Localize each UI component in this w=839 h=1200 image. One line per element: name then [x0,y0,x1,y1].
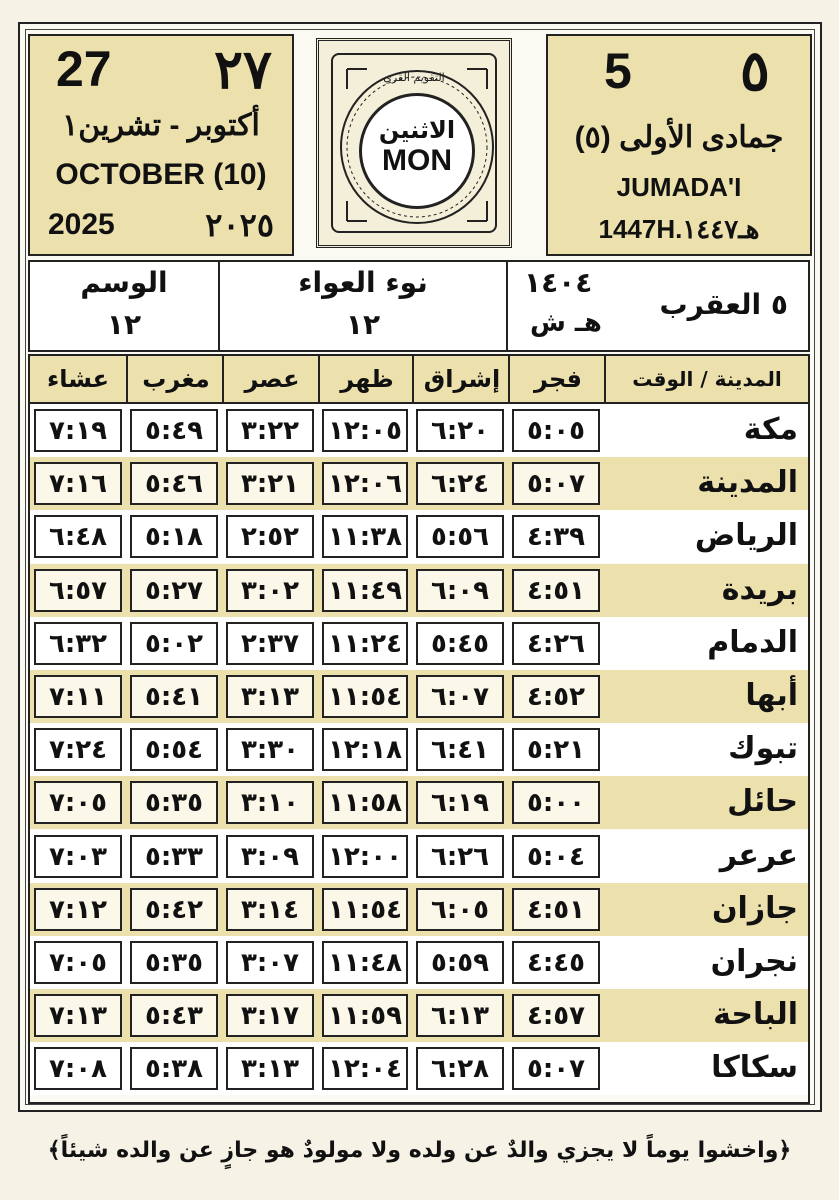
time-isha: ٦:٣٢ [34,622,122,665]
gregorian-month-en: OCTOBER (10) [55,158,267,191]
seal-frame [316,38,512,248]
table-row [30,1042,808,1095]
time-dhuhr: ١١:٤٩ [322,569,408,612]
time-isha: ٧:١٩ [34,409,122,452]
time-isha: ٧:٠٥ [34,781,122,824]
hijri-day-en: 5 [604,43,632,99]
time-fajr: ٤:٢٦ [512,622,600,665]
header-isha: عشاء [46,365,110,393]
time-shuruq: ٦:٠٥ [416,888,504,931]
time-isha: ٦:٤٨ [34,515,122,558]
time-fajr: ٥:٠٧ [512,462,600,505]
header-dhuhr: ظهر [318,356,414,402]
time-asr: ٣:١٧ [226,994,314,1037]
hijri-month-en: JUMADA'I [616,172,742,202]
table-row [30,936,808,989]
city-name: حائل [727,784,798,820]
header-shuruq: إشراق [412,356,510,402]
time-maghrib: ٥:٤٩ [130,409,218,452]
gregorian-month-ar: أكتوبر - تشرين١ [62,109,260,142]
time-asr: ٣:٢١ [226,462,314,505]
time-isha: ٧:١٦ [34,462,122,505]
time-maghrib: ٥:٣٣ [130,835,218,878]
calendar-page [18,22,822,1112]
city-name: تبوك [728,731,798,767]
time-dhuhr: ١١:٥٤ [322,675,408,718]
hijri-month-ar: جمادى الأولى (٥) [574,121,784,154]
time-dhuhr: ١١:٤٨ [322,941,408,984]
time-fajr: ٥:٠٥ [512,409,600,452]
seal-ring-text: التقويم القري [383,71,445,84]
time-dhuhr: ١١:٣٨ [322,515,408,558]
time-asr: ٣:١٤ [226,888,314,931]
city-name: المدينة [697,465,798,501]
time-dhuhr: ١٢:٠٤ [322,1047,408,1090]
time-maghrib: ٥:٠٢ [130,622,218,665]
time-fajr: ٥:٠٠ [512,781,600,824]
time-asr: ٣:٢٢ [226,409,314,452]
table-row [30,564,808,617]
time-asr: ٣:١٣ [226,675,314,718]
table-row [30,723,808,776]
time-dhuhr: ١٢:٠٥ [322,409,408,452]
time-shuruq: ٦:٠٩ [416,569,504,612]
time-shuruq: ٦:٤١ [416,728,504,771]
time-fajr: ٤:٥١ [512,569,600,612]
time-fajr: ٤:٣٩ [512,515,600,558]
time-fajr: ٥:٢١ [512,728,600,771]
time-shuruq: ٦:٢٦ [416,835,504,878]
time-maghrib: ٥:٣٥ [130,781,218,824]
weekday-ar: الاثنين [378,116,456,144]
weekday-seal [308,34,520,256]
time-shuruq: ٥:٥٦ [416,515,504,558]
city-name: نجران [710,944,798,979]
time-shuruq: ٦:٠٧ [416,675,504,718]
wasm-title: الوسم [80,266,168,299]
time-shuruq: ٥:٥٩ [416,941,504,984]
time-isha: ٧:٠٣ [34,835,122,878]
hijri-date-box [546,34,812,256]
time-fajr: ٤:٤٥ [512,941,600,984]
time-fajr: ٤:٥٧ [512,994,600,1037]
time-dhuhr: ١١:٢٤ [322,622,408,665]
time-shuruq: ٦:٢٠ [416,409,504,452]
gregorian-day-ar: ٢٧ [213,40,272,100]
naw-title: نوء العواء [298,266,428,299]
time-shuruq: ٦:١٩ [416,781,504,824]
wasm-value: ١٢ [106,308,142,341]
time-dhuhr: ١٢:٠٠ [322,835,408,878]
naw-value: ١٢ [345,308,381,341]
time-dhuhr: ١١:٥٩ [322,994,408,1037]
table-row [30,510,808,563]
time-fajr: ٥:٠٤ [512,835,600,878]
city-name: مكة [743,412,798,447]
time-asr: ٣:٣٠ [226,728,314,771]
hijri-year: 1447H.هـ١٤٤٧ [598,214,760,244]
header-maghrib: مغرب [126,356,224,402]
time-dhuhr: ١٢:٠٦ [322,462,408,505]
prayer-times-table [28,354,810,1104]
time-fajr: ٥:٠٧ [512,1047,600,1090]
time-isha: ٧:١١ [34,675,122,718]
time-isha: ٧:٠٨ [34,1047,122,1090]
table-header [30,356,808,404]
time-fajr: ٤:٥٢ [512,675,600,718]
shamsi-suffix: هـ ش [530,308,602,338]
city-name: أبها [745,678,798,713]
time-dhuhr: ١١:٥٤ [322,888,408,931]
time-isha: ٧:١٢ [34,888,122,931]
gregorian-date-box [28,34,294,256]
gregorian-year-en: 2025 [48,208,115,241]
city-name: الدمام [707,624,798,660]
gregorian-day-en: 27 [56,41,112,97]
table-row [30,457,808,510]
time-asr: ٣:١٠ [226,781,314,824]
time-asr: ٣:٠٩ [226,835,314,878]
time-maghrib: ٥:٣٥ [130,941,218,984]
table-row [30,404,808,457]
weekday-circle [359,93,475,209]
time-maghrib: ٥:٥٤ [130,728,218,771]
header-fajr: فجر [508,356,606,402]
city-name: عرعر [719,837,798,873]
weekday-en: MON [382,144,452,177]
header-city-time: المدينة / الوقت [604,356,808,402]
table-row [30,830,808,883]
time-maghrib: ٥:٤٢ [130,888,218,931]
time-asr: ٣:٠٧ [226,941,314,984]
hijri-day-ar: ٥ [739,39,770,102]
time-isha: ٦:٥٧ [34,569,122,612]
time-isha: ٧:٠٥ [34,941,122,984]
table-row [30,670,808,723]
time-maghrib: ٥:٤١ [130,675,218,718]
time-asr: ٢:٥٢ [226,515,314,558]
time-maghrib: ٥:٤٦ [130,462,218,505]
zodiac-label: ٥ العقرب [659,288,788,321]
time-maghrib: ٥:٢٧ [130,569,218,612]
time-asr: ٣:٠٢ [226,569,314,612]
time-shuruq: ٦:٢٨ [416,1047,504,1090]
footer-verse: ﴿واخشوا يوماً لا يجزي والدٌ عن ولده ولا مولودٌ هو جازٍ عن والده شيئاً﴾ [47,1138,792,1163]
time-maghrib: ٥:٤٣ [130,994,218,1037]
season-info-row [28,260,810,352]
time-shuruq: ٥:٤٥ [416,622,504,665]
city-name: الرياض [694,518,798,554]
header-asr: عصر [222,356,320,402]
time-isha: ٧:٢٤ [34,728,122,771]
time-isha: ٧:١٣ [34,994,122,1037]
time-asr: ٣:١٣ [226,1047,314,1090]
time-dhuhr: ١١:٥٨ [322,781,408,824]
time-fajr: ٤:٥١ [512,888,600,931]
table-row [30,776,808,829]
time-dhuhr: ١٢:١٨ [322,728,408,771]
shamsi-year: ١٤٠٤ [524,266,593,299]
gregorian-year-ar: ٢٠٢٥ [205,207,274,243]
time-shuruq: ٦:١٣ [416,994,504,1037]
city-name: سكاكا [711,1050,798,1086]
time-maghrib: ٥:٣٨ [130,1047,218,1090]
table-row [30,883,808,936]
city-name: جازان [711,890,798,926]
city-name: الباحة [713,997,798,1033]
city-name: بريدة [721,571,798,607]
time-shuruq: ٦:٢٤ [416,462,504,505]
time-maghrib: ٥:١٨ [130,515,218,558]
time-asr: ٢:٣٧ [226,622,314,665]
table-row [30,989,808,1042]
table-row [30,617,808,670]
